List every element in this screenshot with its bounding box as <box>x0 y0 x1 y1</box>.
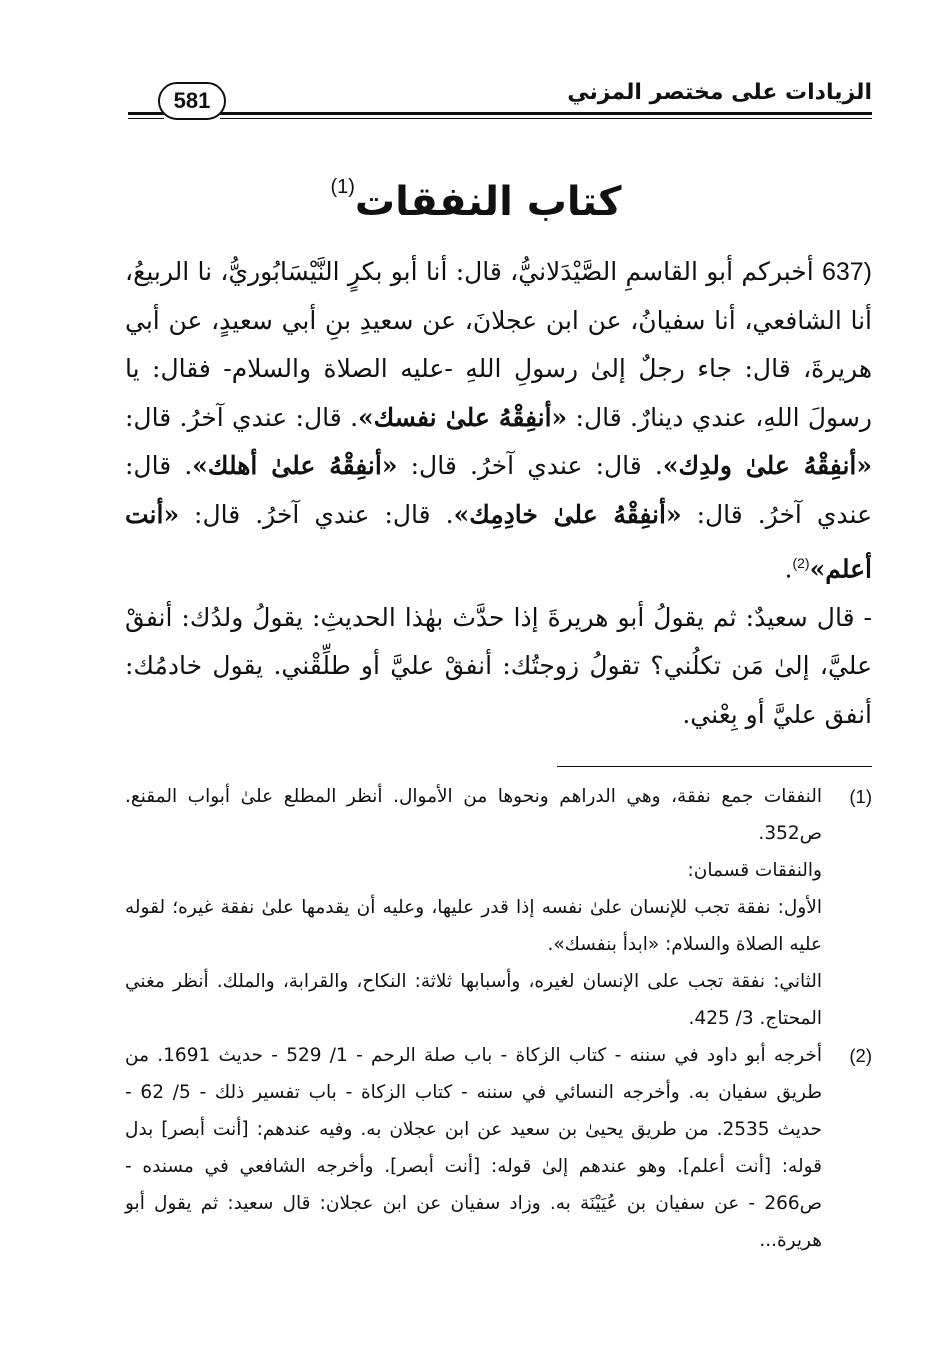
connector-4: . قال: عندي آخرُ. قال: <box>179 499 454 529</box>
chapter-title <box>0 176 952 225</box>
quote-footnote-ref: (2) <box>792 555 810 571</box>
quote-5: «أنت أعلم» <box>125 499 872 584</box>
footnote-paragraph: الأول: نفقة تجب للإنسان علىٰ نفسه إذا قدر عليها، وعليه أن يقدمها علىٰ نفقة غيره؛ لقوله عليه الصلاة والسلام: «ابدأ بنفسك». <box>125 897 822 955</box>
footnote-paragraph: أخرجه أبو داود في سننه - كتاب الزكاة - باب صلة الرحم - 1/ 529 - حديث 1691. من طريق سفيان به. وأخرجه النسائي في سننه - كتاب الزكاة - باب تفسير ذلك - 5/ 62 - حديث 2535. من طريق يحيىٰ بن سعيد عن ابن عجلان به. وفيه عندهم: [أنت أبصر] بدل قوله: [أنت أعلم]. وهو عندهم إلىٰ قوله: [أنت أبصر]. وأخرجه الشافعي في مسنده - ص266 - عن سفيان بن عُيَيْنَة به. وزاد سفيان عن ابن عجلان: قال سعيد: ثم يقول أبو هريرة... <box>125 1045 822 1251</box>
footnote-marker: (2) <box>849 1045 872 1066</box>
chapter-title-text: كتاب النفقات <box>354 179 622 225</box>
connector-3: . قال: عندي آخرُ. قال: <box>125 451 872 529</box>
entry-paragraph <box>125 248 872 594</box>
footnote-paragraph: النفقات جمع نفقة، وهي الدراهم ونحوها من الأموال. أنظر المطلع علىٰ أبواب المقنع. ص352. <box>125 786 822 844</box>
entry-number: 637) <box>821 258 872 286</box>
page-header <box>128 72 872 122</box>
entry-line-4: -عليه الصلاة والسلام- فقال: يا رسولَ اللهِ، عندي دينارٌ. قال: <box>125 354 872 432</box>
entry-line-3: سعيدِ بنِ أبي سعيدٍ، عن أبي هريرةَ، قال: جاء رجلٌ إلىٰ رسولِ اللهِ <box>125 305 873 383</box>
hadith-entry <box>125 248 872 739</box>
footnote-marker: (1) <box>849 786 872 807</box>
said-paragraph: - قال سعيدٌ: ثم يقولُ أبو هريرةَ إذا حدَّث بهٰذا الحديثِ: يقولُ ولدُك: أنفقْ عليَّ، إلىٰ مَن تكلُني؟ تقولُ زوجتُك: أنفقْ عليَّ أو طلِّقْني. يقول خادمُك: أنفق عليَّ أو بِعْني. <box>125 602 872 729</box>
quote-1: «أنفِقْهُ علىٰ نفسك» <box>358 402 568 432</box>
quote-2: «أنفِقْهُ علىٰ ولدِك» <box>662 451 872 480</box>
footnote-separator <box>557 766 872 767</box>
header-rule <box>220 112 872 115</box>
header-rule-left-thin <box>128 118 164 119</box>
footnote-1 <box>125 778 872 1037</box>
entry-line-1: أخبركم أبو القاسمِ الصَّيْدَلانيُّ، قال: أنا أبو بكرٍ النَّيْسَابُوريُّ، نا <box>197 257 814 286</box>
quote-4: «أنفِقْهُ علىٰ خادِمِك» <box>453 499 682 529</box>
connector-1: . قال: عندي آخرُ. قال: <box>125 402 359 432</box>
footnotes <box>125 778 872 1259</box>
entry-line-2: الربيعُ، أنا الشافعي، أنا سفيانُ، عن ابن عجلانَ، عن <box>125 257 872 335</box>
footnote-paragraph: والنفقات قسمان: <box>687 860 822 881</box>
footnote-paragraph: الثاني: نفقة تجب على الإنسان لغيره، وأسبابها ثلاثة: النكاح، والقرابة، والملك. أنظر مغني المحتاج. 3/ 425. <box>125 971 822 1029</box>
chapter-footnote-ref: (1) <box>330 176 355 198</box>
header-rule-left <box>128 112 164 115</box>
end-period: . <box>784 554 793 584</box>
connector-2: . قال: عندي آخرُ. قال: <box>397 451 663 480</box>
header-rule-thin <box>220 118 872 119</box>
footnote-2 <box>125 1037 872 1259</box>
running-title: الزيادات على مختصر المزني <box>567 80 872 105</box>
quote-3: «أنفِقْهُ علىٰ أهلك» <box>192 451 398 480</box>
page-number: 581 <box>158 82 226 120</box>
